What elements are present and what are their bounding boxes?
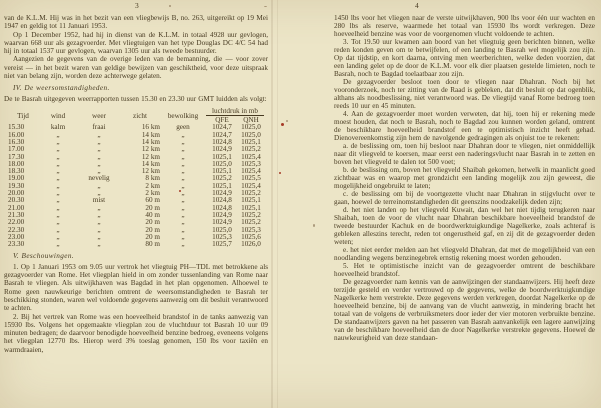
weather-cell: 1025,1 <box>241 196 261 205</box>
weather-cell: „ <box>181 232 185 241</box>
weather-cell: „ <box>56 218 60 227</box>
col-header-weer: weer <box>92 111 106 120</box>
weather-cell: 1025,4 <box>241 181 261 190</box>
weather-cell: „ <box>56 137 60 146</box>
weather-cell: 21.30 <box>8 210 25 219</box>
weather-cell: 1025,4 <box>241 167 261 176</box>
weather-cell: 1025,7 <box>212 240 232 249</box>
right-paragraph-5-body: De gezagvoerder nam kennis van de aanwijzingen der standaanwijzers. Hij heeft deze terzijde gesteld en verder vertrouwd op de gegevens, welke de boordwerktuigkundige Nagelkerke hem verstrekte. Deze gegevens werden verkregen, doordat Nagelkerke op de hoeveelheid benzine, bij de aanvang van de vlucht aanwezig, in mindering bracht het totaal van de volgens de verbruiksmeters door ieder der vier motoren verbruikte benzine. De standaanwijzers gaven na het passeren van Basrah aanvankelijk een lagere aanwijzing van de beschikbare hoeveelheid dan de door Nagelkerke verstrekte gegevens. Hoewel de nauwkeurigheid van deze standaan- <box>334 278 595 342</box>
weather-cell: „ <box>56 196 60 205</box>
weather-cell: 12 km <box>141 152 160 161</box>
weather-cell: „ <box>97 167 101 176</box>
weather-cell: 1025,0 <box>241 123 261 132</box>
weather-table-body <box>8 124 264 248</box>
weather-cell: 1024,8 <box>212 203 232 212</box>
section-iv-heading: IV. De weersomstandigheden. <box>13 84 110 93</box>
ink-speck <box>279 172 281 174</box>
weather-cell: 1025,1 <box>241 137 261 146</box>
weather-cell: „ <box>97 210 101 219</box>
weather-cell: 1024,9 <box>212 145 232 154</box>
weather-cell: 1025,5 <box>241 174 261 183</box>
weather-cell: 16.30 <box>8 137 25 146</box>
weather-cell: „ <box>56 181 60 190</box>
left-page-number: 3 <box>135 1 139 10</box>
weather-cell: 8 km <box>145 174 160 183</box>
right-paragraph-fuel-continuation: 1450 lbs voor het vliegen naar de verste uitwijkhaven, 900 lbs voor één uur wachten en 280 lbs als reserve, waarmede het totaal van 15930 lbs wordt verkregen. Deze hoeveelheid benzine was voor de voorgenomen vlucht voldoende te achten. <box>334 14 595 38</box>
finding-item-d: d. het niet landen op het vliegveld Kuwait, dan wel het niet tijdig terugkeren naar Shaibah, toen de voor de vlucht naar Dhahran beschikbare hoeveelheid brandstof de tweede bestuurder Kachuk en de boordwerktuigkundige Nagelkerke, zoals achteraf is gebleken alleszins terecht, reden tot ongerustheid gaf, en zij dit de gezagvoerder deden weten; <box>334 206 595 246</box>
weather-cell: „ <box>56 159 60 168</box>
weather-cell: fraai <box>92 123 106 132</box>
weather-cell: 20 m <box>145 203 160 212</box>
weather-cell: „ <box>56 240 60 249</box>
weather-cell: 1025,2 <box>212 174 232 183</box>
right-paragraph-3b: De gezagvoerder besloot toen door te vliegen naar Dhahran. Noch bij het vooronderzoek, noch ter zitting van de Raad is gebleken, dat dit besluit op dat ogenblik, althans als noodbeslissing, niet verantwoord was. De vliegtijd vanaf Rome bedroeg toen reeds 10 uur en 45 minuten. <box>334 78 595 110</box>
weather-cell: „ <box>56 130 60 139</box>
weather-cell: „ <box>97 232 101 241</box>
weather-cell: 18.30 <box>8 167 25 176</box>
weather-cell: „ <box>97 218 101 227</box>
left-paragraph-crew: Aangezien de gegevens van de overige leden van de bemanning, die — voor zover vereist — in het bezit waren van geldige bewijzen van geschiktheid, voor deze uitspraak niet van belang zijn, worden deze achterwege gelaten. <box>4 55 268 81</box>
weather-cell: 1025,0 <box>212 225 232 234</box>
weather-cell: 20.30 <box>8 196 25 205</box>
weather-cell: 80 m <box>145 240 160 249</box>
weather-cell: „ <box>97 203 101 212</box>
weather-cell: 14 km <box>141 137 160 146</box>
weather-cell: „ <box>56 145 60 154</box>
weather-cell: 1025,0 <box>241 130 261 139</box>
weather-cell: 1026,0 <box>241 240 261 249</box>
left-page <box>4 14 268 354</box>
weather-cell: 1025,1 <box>212 167 232 176</box>
ink-speck <box>286 120 288 122</box>
col-header-qnh: QNH <box>243 116 259 125</box>
weather-cell: „ <box>97 137 101 146</box>
weather-cell: 21.00 <box>8 203 25 212</box>
col-header-bewolking: bewolking <box>167 111 199 120</box>
right-paragraph-4: 4. Aan de gezagvoerder moet worden verweten, dat hij, toen hij er rekening mede moest houden, dat noch te Basrah, noch te Bagdad zou kunnen worden geland, omtrent de beschikbare hoeveelheid brandstof een te optimistisch inzicht heeft gehad. Dienovereenkomstig zijn hem de navolgende gedragingen als onjuist toe te rekenen: <box>334 110 595 142</box>
weather-cell: „ <box>97 181 101 190</box>
finding-item-c: c. de beslissing om bij de voortgezette vlucht naar Dhahran in stijgvlucht over te gaan, hoewel de terreinomstandigheden dit geenszins noodzakelijk deden zijn; <box>334 190 595 206</box>
weather-cell: „ <box>181 137 185 146</box>
section-v-paragraph-2: 2. Bij het vertrek van Rome was een hoeveelheid brandstof in de tanks aanwezig van 15930 lbs. Volgens het opgemaakte vliegplan zou de vluchtduur tot Basrah 10 uur 09 minuten bedragen; de daarvoor benodigde hoeveelheid benzine bedroeg, eveneens volgens het vliegplan 12770 lbs. Hierop werd 3% toeslag genomen, 150 lbs voor taxiën en warmdraaien, <box>4 312 268 354</box>
weather-cell: 1025,2 <box>241 210 261 219</box>
weather-cell: 12 km <box>141 145 160 154</box>
weather-cell: „ <box>56 152 60 161</box>
weather-cell: 20 m <box>145 218 160 227</box>
section-iv-intro: De te Basrah uitgegeven weerrapporten tussen 15.30 en 23.30 uur GMT luidden als volgt: <box>4 94 267 103</box>
weather-table-header <box>8 107 264 124</box>
weather-cell: „ <box>181 130 185 139</box>
right-page <box>334 14 595 342</box>
weather-cell: „ <box>56 232 60 241</box>
weather-cell: geen <box>176 123 190 132</box>
weather-cell: 15.30 <box>8 123 25 132</box>
col-group-luchtdruk: luchtdruk in mb <box>206 107 264 116</box>
right-page-number: 4 <box>415 1 419 10</box>
left-paragraph-flight-hours: Op 1 December 1952, had hij in dienst van de K.L.M. in totaal 4928 uur gevlogen, waarvan 668 uur als gezagvoerder. Met vliegtuigen van het type Douglas DC 4/C 54 had hij in totaal 1537 uur gevlogen, waarvan 1305 uur als tweede bestuurder. <box>4 30 268 56</box>
weather-cell: 1025,2 <box>241 189 261 198</box>
weather-cell: 1024,7 <box>212 130 232 139</box>
weather-cell: „ <box>97 130 101 139</box>
finding-item-e: e. het niet eerder melden aan het vliegveld Dhahran, dat met de mogelijkheid van een noodlanding wegens benzinegebrek ernstig rekening moest worden gehouden. <box>334 246 595 262</box>
weather-cell: „ <box>181 167 185 176</box>
weather-cell: 1025,2 <box>241 145 261 154</box>
ink-speck <box>169 5 171 7</box>
weather-cell: 18.00 <box>8 159 25 168</box>
weather-cell: „ <box>97 159 101 168</box>
weather-cell: „ <box>56 203 60 212</box>
weather-cell: „ <box>181 181 185 190</box>
section-v-heading: V. Beschouwingen. <box>13 252 75 261</box>
weather-cell: 1024,8 <box>212 137 232 146</box>
weather-cell: mist <box>92 196 106 205</box>
weather-cell: 1025,3 <box>241 225 261 234</box>
weather-cell: 20 m <box>145 232 160 241</box>
weather-cell: 1024,9 <box>212 218 232 227</box>
weather-cell: 2 km <box>145 181 160 190</box>
weather-cell: „ <box>56 189 60 198</box>
weather-cell: 1024,8 <box>212 196 232 205</box>
weather-cell: „ <box>181 159 185 168</box>
weather-cell: 1025,0 <box>212 159 232 168</box>
ink-speck <box>264 6 267 7</box>
weather-cell: „ <box>181 145 185 154</box>
weather-cell: „ <box>56 167 60 176</box>
weather-cell: 1025,4 <box>241 152 261 161</box>
weather-cell: „ <box>56 225 60 234</box>
section-v-paragraph-1: 1. Op 1 Januari 1953 om 9.05 uur vertrok het vliegtuig PH—TDL met betrokkene als gezagvoerder van Rome. Het vliegplan hield in om zonder tussenlanding van Rome naar Basrah te vliegen. Als uitwijkhaven was Bagdad in het plan opgenomen. Alhoewel te Rome geen nauwkeurige berichten omtrent de weersomstandigheden te Basrah ter beschikking stonden, waren wel voldoende gegevens aanwezig om dit besluit verantwoord te achten. <box>4 262 268 313</box>
weather-cell: 1024,9 <box>212 210 232 219</box>
weather-cell: 22.30 <box>8 225 25 234</box>
right-paragraph-5-heading: 5. Het te optimistische inzicht van de gezagvoerder omtrent de beschikbare hoeveelheid brandstof. <box>334 262 595 278</box>
weather-cell: „ <box>97 225 101 234</box>
weather-cell: 20 m <box>145 225 160 234</box>
weather-cell: 20.00 <box>8 189 25 198</box>
weather-cell: 17.30 <box>8 152 25 161</box>
ink-speck <box>313 224 315 227</box>
weather-cell: 1024,7 <box>212 123 232 132</box>
weather-cell: nevelig <box>88 174 110 183</box>
weather-cell: 2 km <box>145 189 160 198</box>
weather-cell: 16.00 <box>8 130 25 139</box>
weather-cell: 60 m <box>145 196 160 205</box>
weather-cell: „ <box>97 189 101 198</box>
weather-cell: „ <box>181 218 185 227</box>
weather-cell: 16 km <box>141 123 160 132</box>
weather-cell: „ <box>181 240 185 249</box>
weather-cell: 17.00 <box>8 145 25 154</box>
weather-cell: „ <box>97 145 101 154</box>
col-header-qfe: QFE <box>215 116 229 125</box>
weather-cell: 1025,3 <box>241 159 261 168</box>
weather-cell: „ <box>56 210 60 219</box>
weather-cell: „ <box>181 196 185 205</box>
weather-cell: 19.30 <box>8 181 25 190</box>
weather-cell: 14 km <box>141 130 160 139</box>
weather-cell: 1024,9 <box>212 189 232 198</box>
weather-cell: 40 m <box>145 210 160 219</box>
finding-item-a: a. de beslissing om, toen hij besloot naar Dhahran door te vliegen, niet onmiddellijk naar dit vliegveld te koersen, maar eerst een naderingsvlucht naar Basrah in te zetten en boven het vliegveld te dalen tot 500 voet; <box>334 142 595 166</box>
weather-table-row <box>8 241 264 248</box>
weather-cell: 12 km <box>141 167 160 176</box>
weather-cell: 23.30 <box>8 240 25 249</box>
weather-cell: „ <box>181 189 185 198</box>
weather-cell: 14 km <box>141 159 160 168</box>
right-paragraph-3: 3. Tot 19.50 uur kwamen aan boord van het vliegtuig geen berichten binnen, welke reden konden geven om te betwijfelen, of een landing te Basrah wel mogelijk zou zijn. Op dat tijdstip, en kort daarna, ontving men weerberichten, welke deden voorzien, dat een landing gelet op de door de K.L.M. voor elk dier plaatsen gestelde limieten, noch te Basrah, noch te Bagdad toelaatbaar zou zijn. <box>334 38 595 78</box>
weather-cell: 1025,1 <box>212 181 232 190</box>
weather-cell: „ <box>181 152 185 161</box>
weather-table <box>8 107 264 248</box>
weather-cell: „ <box>181 210 185 219</box>
weather-cell: „ <box>181 174 185 183</box>
weather-cell: kalm <box>50 123 66 132</box>
weather-cell: „ <box>56 174 60 183</box>
weather-cell: 1025,3 <box>212 232 232 241</box>
col-header-wind: wind <box>50 111 66 120</box>
col-header-zicht: zicht <box>133 111 147 120</box>
ink-speck <box>281 123 284 126</box>
finding-item-b: b. de beslissing om, boven het vliegveld Shaibah gekomen, hetwelk in maanlicht goed zichtbaar was en waarop met grondzicht een landing mogelijk zou zijn geweest, die mogelijkheid ongebruikt te laten; <box>334 166 595 190</box>
weather-cell: 1025,1 <box>212 152 232 161</box>
weather-cell: 1025,2 <box>241 218 261 227</box>
col-header-tijd: Tijd <box>17 111 29 120</box>
weather-cell: „ <box>181 225 185 234</box>
weather-cell: 22.00 <box>8 218 25 227</box>
page-gutter-crease <box>271 0 273 408</box>
weather-cell: 23.00 <box>8 232 25 241</box>
weather-cell: „ <box>97 240 101 249</box>
weather-cell: 19.00 <box>8 174 25 183</box>
left-paragraph-continuation: van de K.L.M. Hij was in het bezit van een vliegbewijs B, no. 263, uitgereikt op 19 Mei 1947 en geldig tot 11 Januari 1953. <box>4 14 268 31</box>
weather-cell: „ <box>181 203 185 212</box>
weather-cell: „ <box>97 152 101 161</box>
weather-cell: 1025,1 <box>241 203 261 212</box>
weather-cell: 1025,6 <box>241 232 261 241</box>
page-gutter-crease-2 <box>277 0 278 408</box>
